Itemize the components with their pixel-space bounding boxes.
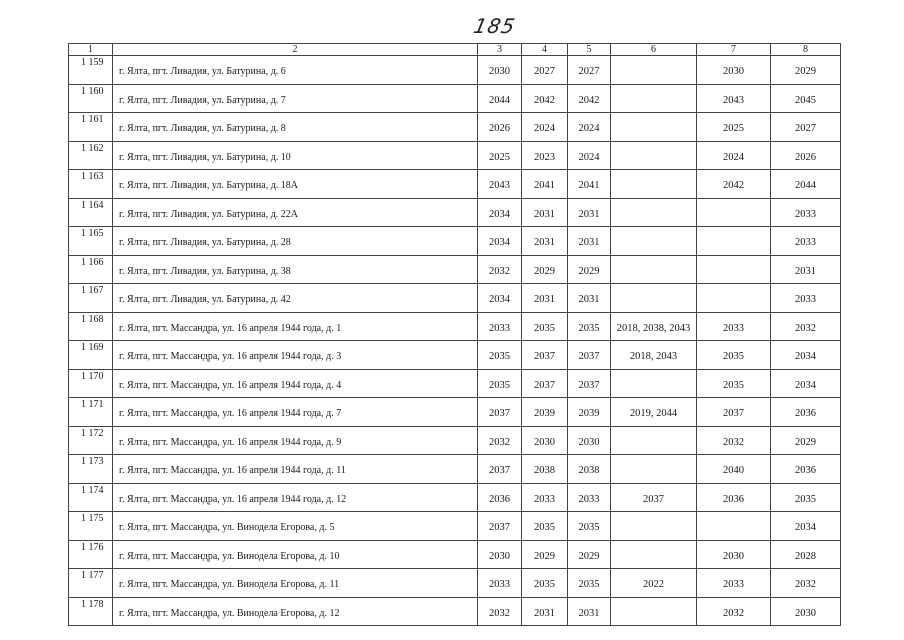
col7-year-cell: 2033 [697, 312, 771, 341]
address-cell: г. Ялта, пгт. Массандра, ул. Винодела Егорова, д. 10 [113, 540, 478, 569]
col7-year-cell: 2043 [697, 84, 771, 113]
table-row [69, 569, 841, 598]
col7-year-cell [697, 255, 771, 284]
row-number-cell: 1 175 [69, 512, 113, 541]
col8-year-cell: 2033 [771, 227, 841, 256]
column-header: 3 [478, 44, 522, 56]
row-number-cell: 1 171 [69, 398, 113, 427]
col3-year-cell: 2025 [478, 141, 522, 170]
table-row [69, 540, 841, 569]
address-cell: г. Ялта, пгт. Массандра, ул. 16 апреля 1944 года, д. 1 [113, 312, 478, 341]
column-header: 2 [113, 44, 478, 56]
col4-year-cell: 2038 [522, 455, 568, 484]
col8-year-cell: 2036 [771, 455, 841, 484]
col5-year-cell: 2031 [568, 198, 611, 227]
col6-years-cell: 2037 [611, 483, 697, 512]
row-number-cell: 1 159 [69, 56, 113, 85]
col7-year-cell [697, 198, 771, 227]
table-row [69, 369, 841, 398]
address-cell: г. Ялта, пгт. Ливадия, ул. Батурина, д. 22А [113, 198, 478, 227]
row-number-cell: 1 176 [69, 540, 113, 569]
col3-year-cell: 2032 [478, 597, 522, 626]
address-cell: г. Ялта, пгт. Массандра, ул. 16 апреля 1944 года, д. 12 [113, 483, 478, 512]
col6-years-cell [611, 198, 697, 227]
col5-year-cell: 2029 [568, 540, 611, 569]
table-row [69, 170, 841, 199]
column-header: 4 [522, 44, 568, 56]
col3-year-cell: 2032 [478, 426, 522, 455]
col5-year-cell: 2042 [568, 84, 611, 113]
col3-year-cell: 2035 [478, 369, 522, 398]
col4-year-cell: 2029 [522, 540, 568, 569]
col5-year-cell: 2039 [568, 398, 611, 427]
col8-year-cell: 2030 [771, 597, 841, 626]
col7-year-cell: 2035 [697, 341, 771, 370]
col3-year-cell: 2037 [478, 455, 522, 484]
col6-years-cell: 2022 [611, 569, 697, 598]
col4-year-cell: 2023 [522, 141, 568, 170]
table-row [69, 398, 841, 427]
col3-year-cell: 2034 [478, 284, 522, 313]
col3-year-cell: 2035 [478, 341, 522, 370]
col7-year-cell [697, 227, 771, 256]
col5-year-cell: 2029 [568, 255, 611, 284]
table-row [69, 255, 841, 284]
col8-year-cell: 2033 [771, 284, 841, 313]
col8-year-cell: 2032 [771, 312, 841, 341]
address-cell: г. Ялта, пгт. Массандра, ул. Винодела Егорова, д. 12 [113, 597, 478, 626]
col5-year-cell: 2033 [568, 483, 611, 512]
row-number-cell: 1 166 [69, 255, 113, 284]
table-row [69, 198, 841, 227]
col8-year-cell: 2031 [771, 255, 841, 284]
handwritten-page-number: 185 [471, 14, 518, 38]
row-number-cell: 1 172 [69, 426, 113, 455]
col5-year-cell: 2035 [568, 569, 611, 598]
col7-year-cell: 2032 [697, 597, 771, 626]
row-number-cell: 1 174 [69, 483, 113, 512]
col6-years-cell [611, 56, 697, 85]
col4-year-cell: 2027 [522, 56, 568, 85]
col7-year-cell: 2036 [697, 483, 771, 512]
col6-years-cell [611, 512, 697, 541]
row-number-cell: 1 161 [69, 113, 113, 142]
col4-year-cell: 2039 [522, 398, 568, 427]
col5-year-cell: 2035 [568, 312, 611, 341]
table-row [69, 312, 841, 341]
col3-year-cell: 2036 [478, 483, 522, 512]
col4-year-cell: 2031 [522, 227, 568, 256]
table-row [69, 512, 841, 541]
col4-year-cell: 2042 [522, 84, 568, 113]
col6-years-cell: 2018, 2043 [611, 341, 697, 370]
column-header: 6 [611, 44, 697, 56]
col5-year-cell: 2027 [568, 56, 611, 85]
col3-year-cell: 2034 [478, 227, 522, 256]
col4-year-cell: 2037 [522, 369, 568, 398]
column-number-header-row [69, 44, 841, 56]
table-row [69, 113, 841, 142]
column-header: 7 [697, 44, 771, 56]
col7-year-cell: 2032 [697, 426, 771, 455]
col3-year-cell: 2030 [478, 540, 522, 569]
table-row [69, 341, 841, 370]
col4-year-cell: 2024 [522, 113, 568, 142]
col3-year-cell: 2043 [478, 170, 522, 199]
row-number-cell: 1 170 [69, 369, 113, 398]
row-number-cell: 1 177 [69, 569, 113, 598]
col3-year-cell: 2044 [478, 84, 522, 113]
col5-year-cell: 2024 [568, 141, 611, 170]
col6-years-cell [611, 170, 697, 199]
row-number-cell: 1 168 [69, 312, 113, 341]
address-cell: г. Ялта, пгт. Ливадия, ул. Батурина, д. 6 [113, 56, 478, 85]
col8-year-cell: 2026 [771, 141, 841, 170]
row-number-cell: 1 162 [69, 141, 113, 170]
housing-registry-table [68, 43, 841, 626]
row-number-cell: 1 169 [69, 341, 113, 370]
col6-years-cell [611, 426, 697, 455]
col8-year-cell: 2028 [771, 540, 841, 569]
col3-year-cell: 2026 [478, 113, 522, 142]
table-row [69, 597, 841, 626]
col6-years-cell [611, 113, 697, 142]
address-cell: г. Ялта, пгт. Ливадия, ул. Батурина, д. 7 [113, 84, 478, 113]
col5-year-cell: 2037 [568, 369, 611, 398]
col7-year-cell: 2024 [697, 141, 771, 170]
column-header: 5 [568, 44, 611, 56]
col7-year-cell: 2040 [697, 455, 771, 484]
col5-year-cell: 2031 [568, 284, 611, 313]
col7-year-cell: 2025 [697, 113, 771, 142]
row-number-cell: 1 173 [69, 455, 113, 484]
col6-years-cell [611, 597, 697, 626]
col8-year-cell: 2033 [771, 198, 841, 227]
col4-year-cell: 2035 [522, 569, 568, 598]
col6-years-cell: 2018, 2038, 2043 [611, 312, 697, 341]
col8-year-cell: 2044 [771, 170, 841, 199]
row-number-cell: 1 163 [69, 170, 113, 199]
row-number-cell: 1 178 [69, 597, 113, 626]
col7-year-cell: 2035 [697, 369, 771, 398]
col7-year-cell: 2030 [697, 540, 771, 569]
table-row [69, 284, 841, 313]
col6-years-cell [611, 284, 697, 313]
col5-year-cell: 2038 [568, 455, 611, 484]
col3-year-cell: 2037 [478, 512, 522, 541]
col5-year-cell: 2031 [568, 227, 611, 256]
col6-years-cell [611, 84, 697, 113]
col3-year-cell: 2034 [478, 198, 522, 227]
col8-year-cell: 2027 [771, 113, 841, 142]
row-number-cell: 1 164 [69, 198, 113, 227]
col4-year-cell: 2041 [522, 170, 568, 199]
col6-years-cell [611, 255, 697, 284]
table-row [69, 141, 841, 170]
col7-year-cell: 2030 [697, 56, 771, 85]
col5-year-cell: 2024 [568, 113, 611, 142]
col3-year-cell: 2037 [478, 398, 522, 427]
row-number-cell: 1 160 [69, 84, 113, 113]
col4-year-cell: 2031 [522, 284, 568, 313]
address-cell: г. Ялта, пгт. Массандра, ул. 16 апреля 1944 года, д. 11 [113, 455, 478, 484]
col7-year-cell: 2037 [697, 398, 771, 427]
col4-year-cell: 2029 [522, 255, 568, 284]
table-row [69, 56, 841, 85]
col8-year-cell: 2034 [771, 512, 841, 541]
address-cell: г. Ялта, пгт. Ливадия, ул. Батурина, д. 28 [113, 227, 478, 256]
address-cell: г. Ялта, пгт. Массандра, ул. 16 апреля 1944 года, д. 7 [113, 398, 478, 427]
col5-year-cell: 2037 [568, 341, 611, 370]
col4-year-cell: 2031 [522, 597, 568, 626]
col3-year-cell: 2032 [478, 255, 522, 284]
address-cell: г. Ялта, пгт. Массандра, ул. Винодела Егорова, д. 11 [113, 569, 478, 598]
column-header: 1 [69, 44, 113, 56]
col8-year-cell: 2032 [771, 569, 841, 598]
col3-year-cell: 2033 [478, 569, 522, 598]
address-cell: г. Ялта, пгт. Массандра, ул. 16 апреля 1944 года, д. 9 [113, 426, 478, 455]
column-header: 8 [771, 44, 841, 56]
col4-year-cell: 2035 [522, 312, 568, 341]
col8-year-cell: 2029 [771, 56, 841, 85]
address-cell: г. Ялта, пгт. Массандра, ул. 16 апреля 1944 года, д. 4 [113, 369, 478, 398]
col4-year-cell: 2031 [522, 198, 568, 227]
col6-years-cell [611, 141, 697, 170]
address-cell: г. Ялта, пгт. Ливадия, ул. Батурина, д. 8 [113, 113, 478, 142]
address-cell: г. Ялта, пгт. Массандра, ул. Винодела Егорова, д. 5 [113, 512, 478, 541]
row-number-cell: 1 165 [69, 227, 113, 256]
col5-year-cell: 2035 [568, 512, 611, 541]
col3-year-cell: 2030 [478, 56, 522, 85]
address-cell: г. Ялта, пгт. Ливадия, ул. Батурина, д. 10 [113, 141, 478, 170]
col8-year-cell: 2045 [771, 84, 841, 113]
col6-years-cell [611, 455, 697, 484]
col8-year-cell: 2029 [771, 426, 841, 455]
table-body [69, 56, 841, 626]
row-number-cell: 1 167 [69, 284, 113, 313]
col7-year-cell: 2042 [697, 170, 771, 199]
address-cell: г. Ялта, пгт. Ливадия, ул. Батурина, д. 42 [113, 284, 478, 313]
col6-years-cell: 2019, 2044 [611, 398, 697, 427]
col7-year-cell [697, 284, 771, 313]
col7-year-cell: 2033 [697, 569, 771, 598]
table-row [69, 227, 841, 256]
table-row [69, 426, 841, 455]
col4-year-cell: 2035 [522, 512, 568, 541]
table-row [69, 483, 841, 512]
col5-year-cell: 2041 [568, 170, 611, 199]
col4-year-cell: 2033 [522, 483, 568, 512]
table-row [69, 455, 841, 484]
col7-year-cell [697, 512, 771, 541]
address-cell: г. Ялта, пгт. Массандра, ул. 16 апреля 1944 года, д. 3 [113, 341, 478, 370]
col6-years-cell [611, 369, 697, 398]
col4-year-cell: 2030 [522, 426, 568, 455]
address-cell: г. Ялта, пгт. Ливадия, ул. Батурина, д. 38 [113, 255, 478, 284]
col5-year-cell: 2031 [568, 597, 611, 626]
col8-year-cell: 2036 [771, 398, 841, 427]
col3-year-cell: 2033 [478, 312, 522, 341]
col4-year-cell: 2037 [522, 341, 568, 370]
col8-year-cell: 2035 [771, 483, 841, 512]
col6-years-cell [611, 227, 697, 256]
address-cell: г. Ялта, пгт. Ливадия, ул. Батурина, д. 18А [113, 170, 478, 199]
col6-years-cell [611, 540, 697, 569]
table-row [69, 84, 841, 113]
col8-year-cell: 2034 [771, 341, 841, 370]
col8-year-cell: 2034 [771, 369, 841, 398]
col5-year-cell: 2030 [568, 426, 611, 455]
